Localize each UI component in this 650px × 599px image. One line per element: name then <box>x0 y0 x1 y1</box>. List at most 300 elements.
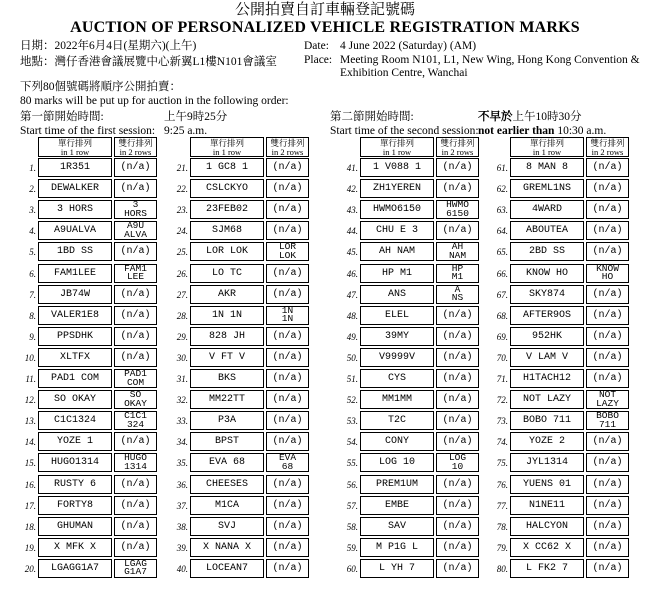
mark-number: 11. <box>25 374 36 384</box>
mark-number: 58. <box>346 521 358 532</box>
mark-double-row: (n/a) <box>266 369 309 388</box>
mark-number: 77. <box>496 500 508 511</box>
table-row <box>0 452 160 473</box>
mark-number: 1. <box>29 163 36 173</box>
mark-number: 33. <box>176 416 188 427</box>
mark-single-row: YUENS 01 <box>510 475 584 494</box>
table-row <box>472 305 632 326</box>
mark-number: 61. <box>496 163 508 173</box>
mark-number: 72. <box>496 395 508 406</box>
mark-number: 6. <box>29 268 36 279</box>
mark-number: 40. <box>176 563 188 574</box>
mark-double-row: (n/a) <box>114 327 157 346</box>
mark-number: 14. <box>24 437 36 448</box>
table-row <box>152 305 312 326</box>
mark-number: 12. <box>24 395 36 406</box>
table-row <box>472 241 632 262</box>
marks-panel <box>322 137 482 582</box>
header-single-row-en: in 1 row <box>212 147 242 157</box>
table-row <box>152 368 312 389</box>
mark-number: 43. <box>346 205 358 216</box>
mark-single-row: CHEESES <box>190 475 264 494</box>
mark-number: 48. <box>346 310 358 321</box>
mark-number: 4. <box>29 226 36 237</box>
table-row <box>322 474 482 495</box>
table-row <box>152 326 312 347</box>
mark-number: 76. <box>496 479 508 490</box>
mark-line: G1A7 <box>124 566 147 578</box>
table-row <box>322 178 482 199</box>
title-english: AUCTION OF PERSONALIZED VEHICLE REGISTRATION MARKS <box>70 19 580 36</box>
mark-double-row <box>114 200 157 219</box>
mark-double-row: (n/a) <box>114 348 157 367</box>
mark-double-row: (n/a) <box>586 432 629 451</box>
mark-line: LEE <box>126 271 145 282</box>
mark-double-row: (n/a) <box>586 517 629 536</box>
mark-single-row: AFTER9OS <box>510 306 584 325</box>
header-single-row <box>360 137 434 157</box>
mark-number: 80. <box>496 563 508 574</box>
mark-single-row: HP M1 <box>360 264 434 283</box>
mark-double-row: (n/a) <box>266 475 309 494</box>
mark-double-row: (n/a) <box>114 179 157 198</box>
table-row <box>152 284 312 305</box>
table-row <box>0 220 160 241</box>
mark-double-row: (n/a) <box>436 306 479 325</box>
place-english-line1: Meeting Room N101, L1, New Wing, Hong Kong Convention & <box>340 54 640 66</box>
mark-single-row: L FK2 7 <box>510 559 584 578</box>
mark-number: 54. <box>346 437 358 448</box>
mark-double-row <box>266 453 309 472</box>
mark-double-row: (n/a) <box>114 517 157 536</box>
mark-single-row: CONY <box>360 432 434 451</box>
mark-line: AH <box>451 241 464 253</box>
mark-single-row: GREML1NS <box>510 179 584 198</box>
mark-double-row: (n/a) <box>436 369 479 388</box>
mark-number: 8. <box>29 310 36 321</box>
mark-double-row: (n/a) <box>436 179 479 198</box>
table-row <box>322 157 482 178</box>
mark-number: 37. <box>176 500 188 511</box>
mark-line: OKAY <box>124 397 147 409</box>
mark-double-row <box>114 221 157 240</box>
mark-double-row: (n/a) <box>436 559 479 578</box>
header-single-row <box>510 137 584 157</box>
place-label-english: Place: <box>304 54 333 66</box>
table-row <box>152 495 312 516</box>
table-row <box>322 241 482 262</box>
table-row <box>322 263 482 284</box>
mark-single-row: SJM68 <box>190 221 264 240</box>
mark-double-row: (n/a) <box>586 158 629 177</box>
mark-single-row: SAV <box>360 517 434 536</box>
mark-single-row: BKS <box>190 369 264 388</box>
table-row <box>322 389 482 410</box>
table-row <box>0 410 160 431</box>
date-english: 4 June 2022 (Saturday) (AM) <box>340 40 477 52</box>
mark-single-row: N1NE11 <box>510 496 584 515</box>
header-single-row-en: in 1 row <box>532 147 562 157</box>
table-row <box>472 537 632 558</box>
mark-double-row <box>266 306 309 325</box>
mark-single-row: C1C1324 <box>38 411 112 430</box>
mark-line: 324 <box>126 418 145 430</box>
mark-single-row: HWMO6150 <box>360 200 434 219</box>
mark-number: 24. <box>176 226 188 237</box>
mark-number: 23. <box>176 205 188 216</box>
table-row <box>0 537 160 558</box>
mark-line: FAM1 <box>124 262 147 274</box>
mark-number: 51. <box>346 374 358 384</box>
mark-double-row <box>114 411 157 430</box>
mark-number: 15. <box>24 458 36 469</box>
table-row <box>472 410 632 431</box>
mark-single-row: VALER1E8 <box>38 306 112 325</box>
mark-double-row: (n/a) <box>436 475 479 494</box>
mark-line: NS <box>451 292 464 304</box>
mark-number: 10. <box>24 352 36 363</box>
mark-single-row: RUSTY 6 <box>38 475 112 494</box>
mark-double-row <box>114 559 157 578</box>
mark-number: 7. <box>29 289 36 300</box>
mark-single-row: V LAM V <box>510 348 584 367</box>
mark-number: 26. <box>176 268 188 279</box>
mark-single-row: CHU E 3 <box>360 221 434 240</box>
mark-number: 53. <box>346 416 358 427</box>
mark-double-row: (n/a) <box>266 221 309 240</box>
table-row <box>152 452 312 473</box>
table-row <box>152 474 312 495</box>
mark-number: 46. <box>346 268 358 279</box>
mark-double-row: (n/a) <box>436 158 479 177</box>
mark-line: BOBO <box>596 410 619 422</box>
table-row <box>152 199 312 220</box>
header-single-row-zh: 單行排列 <box>379 138 414 148</box>
mark-double-row: (n/a) <box>266 200 309 219</box>
table-row <box>0 178 160 199</box>
table-row <box>472 157 632 178</box>
mark-single-row: 1 GC8 1 <box>190 158 264 177</box>
header-double-row <box>266 137 309 157</box>
mark-number: 38. <box>176 521 188 532</box>
mark-single-row: HUGO1314 <box>38 453 112 472</box>
mark-single-row: 23FEB02 <box>190 200 264 219</box>
mark-number: 17. <box>24 500 36 511</box>
table-row <box>472 326 632 347</box>
table-row <box>152 410 312 431</box>
session2-qualifier-chinese: 不早於 <box>478 111 513 123</box>
mark-single-row: 3 HORS <box>38 200 112 219</box>
mark-number: 74. <box>496 437 508 448</box>
mark-single-row: PAD1 COM <box>38 369 112 388</box>
mark-number: 18. <box>24 521 36 532</box>
mark-number: 52. <box>346 395 358 406</box>
mark-double-row <box>114 264 157 283</box>
mark-single-row: LGAGG1A7 <box>38 559 112 578</box>
mark-single-row: KNOW HO <box>510 264 584 283</box>
table-row <box>152 431 312 452</box>
mark-number: 63. <box>496 205 508 216</box>
table-row <box>152 558 312 579</box>
mark-single-row: M1CA <box>190 496 264 515</box>
table-row <box>0 516 160 537</box>
table-row <box>472 452 632 473</box>
date-chinese: 日期：2022年6月4日(星期六)(上午) <box>20 40 197 52</box>
mark-number: 79. <box>496 542 508 553</box>
mark-number: 19. <box>24 542 36 553</box>
mark-single-row: PPSDHK <box>38 327 112 346</box>
mark-double-row: (n/a) <box>586 179 629 198</box>
table-row <box>0 558 160 579</box>
session2-qualifier-english: not earlier than <box>478 125 555 137</box>
table-row <box>472 178 632 199</box>
mark-double-row: (n/a) <box>586 221 629 240</box>
mark-number: 25. <box>176 247 188 258</box>
mark-number: 60. <box>346 563 358 574</box>
mark-single-row: ABOUTEA <box>510 221 584 240</box>
mark-line: 6150 <box>446 207 469 219</box>
mark-double-row: (n/a) <box>266 559 309 578</box>
mark-single-row: JYL1314 <box>510 453 584 472</box>
mark-double-row <box>266 242 309 261</box>
mark-number: 59. <box>346 542 358 553</box>
mark-double-row: (n/a) <box>586 285 629 304</box>
mark-double-row: (n/a) <box>266 517 309 536</box>
table-row <box>472 284 632 305</box>
table-row <box>0 474 160 495</box>
header-double-row-en: in 2 rows <box>441 147 474 157</box>
mark-double-row: (n/a) <box>114 496 157 515</box>
header-double-row <box>586 137 629 157</box>
mark-double-row: (n/a) <box>114 432 157 451</box>
mark-double-row: (n/a) <box>586 327 629 346</box>
mark-double-row: (n/a) <box>266 390 309 409</box>
table-row <box>152 241 312 262</box>
mark-double-row <box>114 369 157 388</box>
table-row <box>152 263 312 284</box>
header-single-row <box>38 137 112 157</box>
mark-number: 31. <box>176 374 188 384</box>
mark-number: 16. <box>24 479 36 490</box>
mark-single-row: 1 V088 1 <box>360 158 434 177</box>
mark-double-row: (n/a) <box>586 200 629 219</box>
mark-line: SO <box>129 389 142 401</box>
table-row <box>322 199 482 220</box>
mark-double-row: (n/a) <box>266 264 309 283</box>
mark-number: 35. <box>176 458 188 469</box>
mark-number: 78. <box>496 521 508 532</box>
header-double-row-en: in 2 rows <box>119 147 152 157</box>
mark-line: KNOW <box>596 262 619 274</box>
mark-line: 68 <box>281 460 294 472</box>
table-row <box>0 368 160 389</box>
header-single-row-en: in 1 row <box>60 147 90 157</box>
mark-number: 45. <box>346 247 358 258</box>
mark-double-row: (n/a) <box>266 327 309 346</box>
mark-double-row: (n/a) <box>114 285 157 304</box>
mark-line: 1N <box>281 313 294 325</box>
mark-double-row: (n/a) <box>436 432 479 451</box>
mark-line: ALVA <box>124 228 147 240</box>
mark-single-row: JB74W <box>38 285 112 304</box>
mark-line: EVA <box>278 452 297 464</box>
table-row <box>322 347 482 368</box>
table-row <box>0 263 160 284</box>
mark-single-row: ELEL <box>360 306 434 325</box>
mark-line: HP <box>451 262 464 274</box>
mark-number: 28. <box>176 310 188 321</box>
mark-line: LOG <box>448 452 467 464</box>
table-row <box>322 410 482 431</box>
table-row <box>0 347 160 368</box>
mark-line: 1314 <box>124 460 147 472</box>
mark-single-row: A9UALVA <box>38 221 112 240</box>
session1-time-chinese: 上午9時25分 <box>164 111 228 123</box>
mark-single-row: H1TACH12 <box>510 369 584 388</box>
mark-single-row: LO TC <box>190 264 264 283</box>
mark-single-row: FAM1LEE <box>38 264 112 283</box>
mark-single-row: HALCYON <box>510 517 584 536</box>
mark-double-row: (n/a) <box>266 158 309 177</box>
header-double-row-zh: 雙行排列 <box>590 138 625 148</box>
mark-single-row: X NANA X <box>190 538 264 557</box>
mark-number: 57. <box>346 500 358 511</box>
mark-double-row: (n/a) <box>114 475 157 494</box>
mark-single-row: V9999V <box>360 348 434 367</box>
mark-line: A <box>454 283 461 295</box>
table-row <box>472 368 632 389</box>
mark-single-row: BPST <box>190 432 264 451</box>
table-row <box>152 537 312 558</box>
mark-double-row: (n/a) <box>436 327 479 346</box>
marks-panel <box>0 137 160 582</box>
mark-line: PAD1 <box>124 368 147 379</box>
table-row <box>322 558 482 579</box>
marks-panel <box>472 137 632 582</box>
mark-number: 20. <box>24 563 36 574</box>
mark-line: LOR <box>278 241 297 253</box>
mark-single-row: LOCEAN7 <box>190 559 264 578</box>
mark-double-row: (n/a) <box>586 559 629 578</box>
header-single-row-zh: 單行排列 <box>57 138 92 148</box>
mark-line: NAM <box>448 249 467 261</box>
mark-number: 36. <box>176 479 188 490</box>
mark-number: 42. <box>346 184 358 195</box>
mark-single-row: M P1G L <box>360 538 434 557</box>
mark-number: 69. <box>496 331 508 342</box>
mark-number: 21. <box>176 163 188 173</box>
table-row <box>322 326 482 347</box>
session2-label-chinese: 第二節開始時間: <box>330 111 414 123</box>
table-row <box>152 220 312 241</box>
table-row <box>152 389 312 410</box>
mark-single-row: 8 MAN 8 <box>510 158 584 177</box>
mark-double-row: (n/a) <box>266 538 309 557</box>
place-english-line2: Exhibition Centre, Wanchai <box>340 67 468 79</box>
mark-number: 47. <box>346 289 358 300</box>
mark-number: 27. <box>176 289 188 300</box>
mark-single-row: X MFK X <box>38 538 112 557</box>
table-row <box>322 452 482 473</box>
mark-line: HORS <box>124 207 147 219</box>
session2-time-value-english: 10:30 a.m. <box>557 125 607 137</box>
table-row <box>152 516 312 537</box>
mark-line: COM <box>126 376 145 388</box>
mark-line: 711 <box>598 418 617 430</box>
mark-double-row: (n/a) <box>266 348 309 367</box>
mark-single-row: EVA 68 <box>190 453 264 472</box>
mark-single-row: CSLCKYO <box>190 179 264 198</box>
table-row <box>0 157 160 178</box>
mark-double-row: (n/a) <box>266 432 309 451</box>
mark-single-row: YOZE 2 <box>510 432 584 451</box>
mark-single-row: ZH1YEREN <box>360 179 434 198</box>
mark-double-row: (n/a) <box>436 390 479 409</box>
table-row <box>472 474 632 495</box>
header-double-row <box>114 137 157 157</box>
mark-number: 5. <box>29 247 36 258</box>
mark-double-row: (n/a) <box>266 179 309 198</box>
table-row <box>472 495 632 516</box>
table-row <box>472 558 632 579</box>
mark-line: 1N <box>281 304 294 316</box>
mark-single-row: MM22TT <box>190 390 264 409</box>
header-single-row-zh: 單行排列 <box>209 138 244 148</box>
mark-double-row: (n/a) <box>114 242 157 261</box>
mark-double-row: (n/a) <box>266 496 309 515</box>
mark-single-row: XLTFX <box>38 348 112 367</box>
mark-line: LAZY <box>596 397 619 409</box>
table-row <box>0 326 160 347</box>
mark-line: M1 <box>451 271 464 282</box>
header-single-row <box>190 137 264 157</box>
mark-double-row <box>586 390 629 409</box>
header-double-row-en: in 2 rows <box>271 147 304 157</box>
mark-double-row <box>586 264 629 283</box>
mark-single-row: MM1MM <box>360 390 434 409</box>
table-row <box>472 199 632 220</box>
mark-line: HUGO <box>124 452 147 464</box>
date-label-english: Date: <box>304 40 329 52</box>
mark-double-row: (n/a) <box>586 475 629 494</box>
mark-double-row <box>586 411 629 430</box>
mark-single-row: LOR LOK <box>190 242 264 261</box>
table-row <box>472 516 632 537</box>
mark-line: NOT <box>598 389 617 401</box>
mark-double-row: (n/a) <box>436 221 479 240</box>
mark-double-row: (n/a) <box>266 285 309 304</box>
table-row <box>322 220 482 241</box>
mark-double-row: (n/a) <box>586 369 629 388</box>
mark-single-row: 952HK <box>510 327 584 346</box>
mark-line: C1C1 <box>124 410 147 422</box>
mark-single-row: DEWALKER <box>38 179 112 198</box>
mark-double-row: (n/a) <box>586 348 629 367</box>
mark-single-row: 1R351 <box>38 158 112 177</box>
table-row <box>472 431 632 452</box>
mark-single-row: 2BD SS <box>510 242 584 261</box>
mark-number: 41. <box>346 163 358 173</box>
mark-double-row: (n/a) <box>436 348 479 367</box>
mark-number: 2. <box>29 184 36 195</box>
mark-number: 39. <box>176 542 188 553</box>
mark-number: 70. <box>496 352 508 363</box>
mark-line: 3 <box>132 199 139 211</box>
table-row <box>0 199 160 220</box>
mark-number: 65. <box>496 247 508 258</box>
mark-single-row: ANS <box>360 285 434 304</box>
mark-single-row: NOT LAZY <box>510 390 584 409</box>
